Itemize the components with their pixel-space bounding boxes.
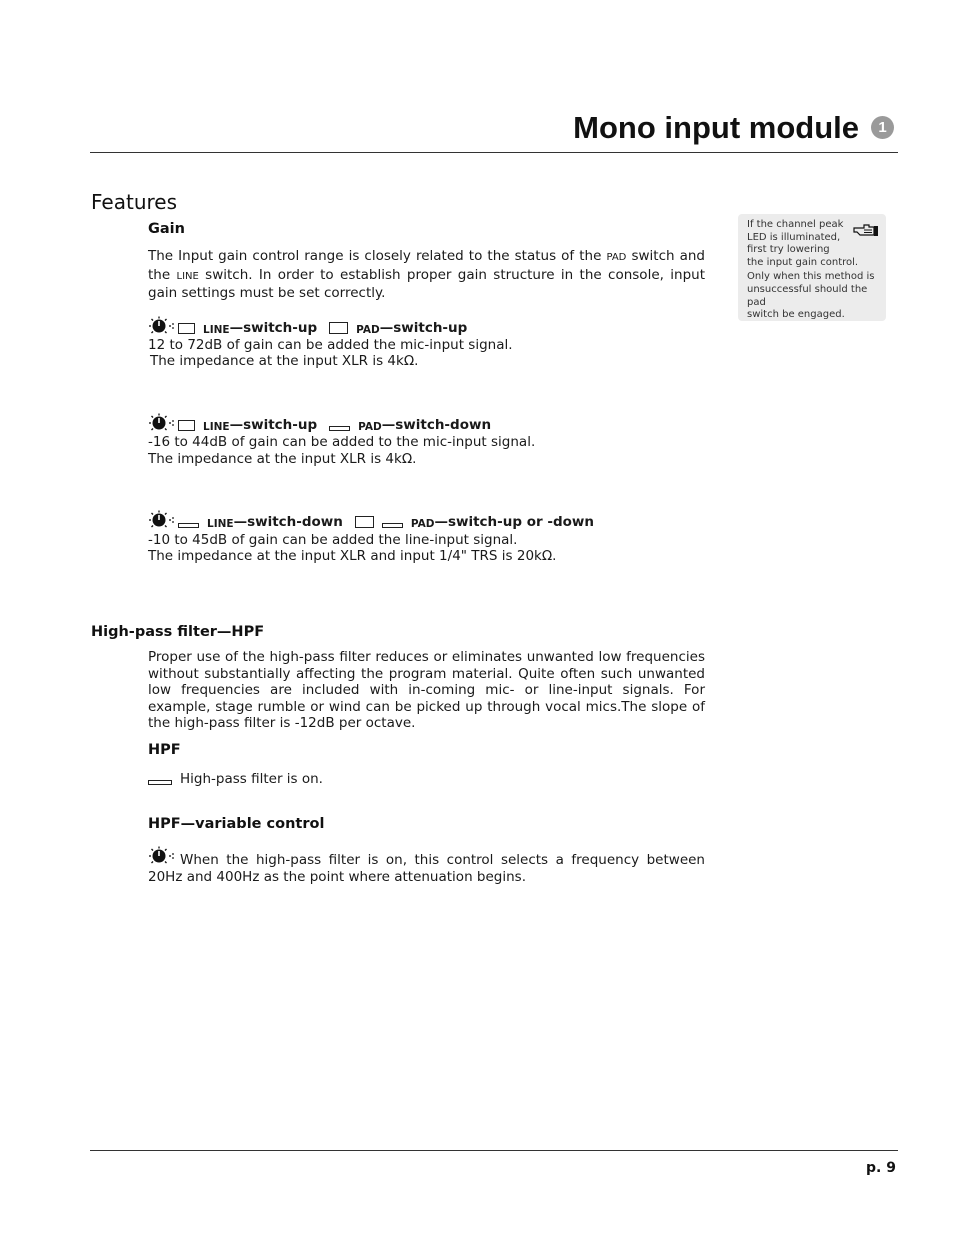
hpf-switch-text: High-pass filter is on. bbox=[180, 771, 323, 787]
pointing-hand-icon bbox=[852, 222, 880, 238]
hpf-switch-line bbox=[148, 771, 323, 787]
header-rule bbox=[90, 152, 898, 153]
features-heading: Features bbox=[91, 190, 177, 214]
gain-setting-3-desc1: -10 to 45dB of gain can be added the line-input signal. bbox=[148, 532, 518, 548]
line-switch-up-icon bbox=[178, 420, 195, 431]
note-line-1: If the channel peak bbox=[747, 219, 844, 230]
line-switch-down-icon bbox=[178, 523, 199, 528]
pad-switch-up-icon bbox=[329, 322, 348, 334]
footer-rule bbox=[90, 1150, 898, 1151]
gain-setting-1-switches: LINE —switch-up PAD —switch-up bbox=[148, 316, 467, 336]
note-line-6: unsuccessful should the pad bbox=[747, 283, 868, 308]
gain-heading: Gain bbox=[148, 221, 185, 237]
note-line-2: LED is illuminated, bbox=[747, 231, 841, 243]
note-line-4: the input gain control. bbox=[747, 256, 859, 268]
gain-setting-2-desc1: -16 to 44dB of gain can be added to the mic-input signal. bbox=[148, 434, 536, 450]
hpf-switch-down-icon bbox=[148, 780, 172, 785]
hpf-variable-heading: HPF—variable control bbox=[148, 816, 325, 832]
line-switch-up-icon bbox=[178, 323, 195, 334]
hpf-body: Proper use of the high-pass filter reduces or eliminates unwanted low frequencies without substantially affecting the program material. Quite often such unwanted low frequencies are included with in-coming mic- or line-input signals. For example, stage rumble or wind can be picked up through vocal mics.The slope of the high-pass filter is -12dB per octave. bbox=[148, 649, 705, 731]
pad-switch-down-icon bbox=[382, 523, 403, 528]
gain-setting-1-desc2: The impedance at the input XLR is 4kΩ. bbox=[150, 353, 419, 369]
hpf-knob-icon bbox=[148, 846, 174, 866]
gain-knob-icon bbox=[148, 510, 174, 530]
section-number-badge: 1 bbox=[871, 116, 894, 139]
gain-setting-3-desc2: The impedance at the input XLR and input 1/4" TRS is 20kΩ. bbox=[148, 548, 557, 564]
gain-intro: The Input gain control range is closely related to the status of the PAD switch and the LINE switch. In order to establish proper gain structure in the console, input gain settings must be set correctly. bbox=[148, 248, 706, 301]
gain-knob-icon bbox=[148, 316, 174, 336]
gain-setting-3-switches: LINE —switch-down PAD —switch-up or -down bbox=[148, 510, 594, 530]
hpf-variable-body: When the high-pass filter is on, this control selects a frequency between 20Hz and 400Hz as the point where attenuation begins. bbox=[148, 846, 705, 885]
hpf-section-heading: High-pass filter—HPF bbox=[91, 624, 265, 640]
hpf-switch-heading: HPF bbox=[148, 742, 181, 758]
note-line-5: Only when this method is bbox=[747, 271, 875, 283]
sidebar-note bbox=[738, 214, 886, 321]
page-number: p. 9 bbox=[866, 1160, 896, 1176]
pad-switch-down-icon bbox=[329, 426, 350, 431]
note-line-3: first try lowering bbox=[747, 244, 830, 256]
note-line-7: switch be engaged. bbox=[747, 309, 845, 321]
page-title: Mono input module bbox=[573, 110, 859, 145]
gain-setting-1-desc1: 12 to 72dB of gain can be added the mic-input signal. bbox=[148, 337, 513, 353]
pad-switch-up-icon bbox=[355, 516, 374, 528]
gain-setting-2-desc2: The impedance at the input XLR is 4kΩ. bbox=[148, 451, 417, 467]
gain-setting-2-switches: LINE —switch-up PAD —switch-down bbox=[148, 413, 491, 433]
gain-knob-icon bbox=[148, 413, 174, 433]
